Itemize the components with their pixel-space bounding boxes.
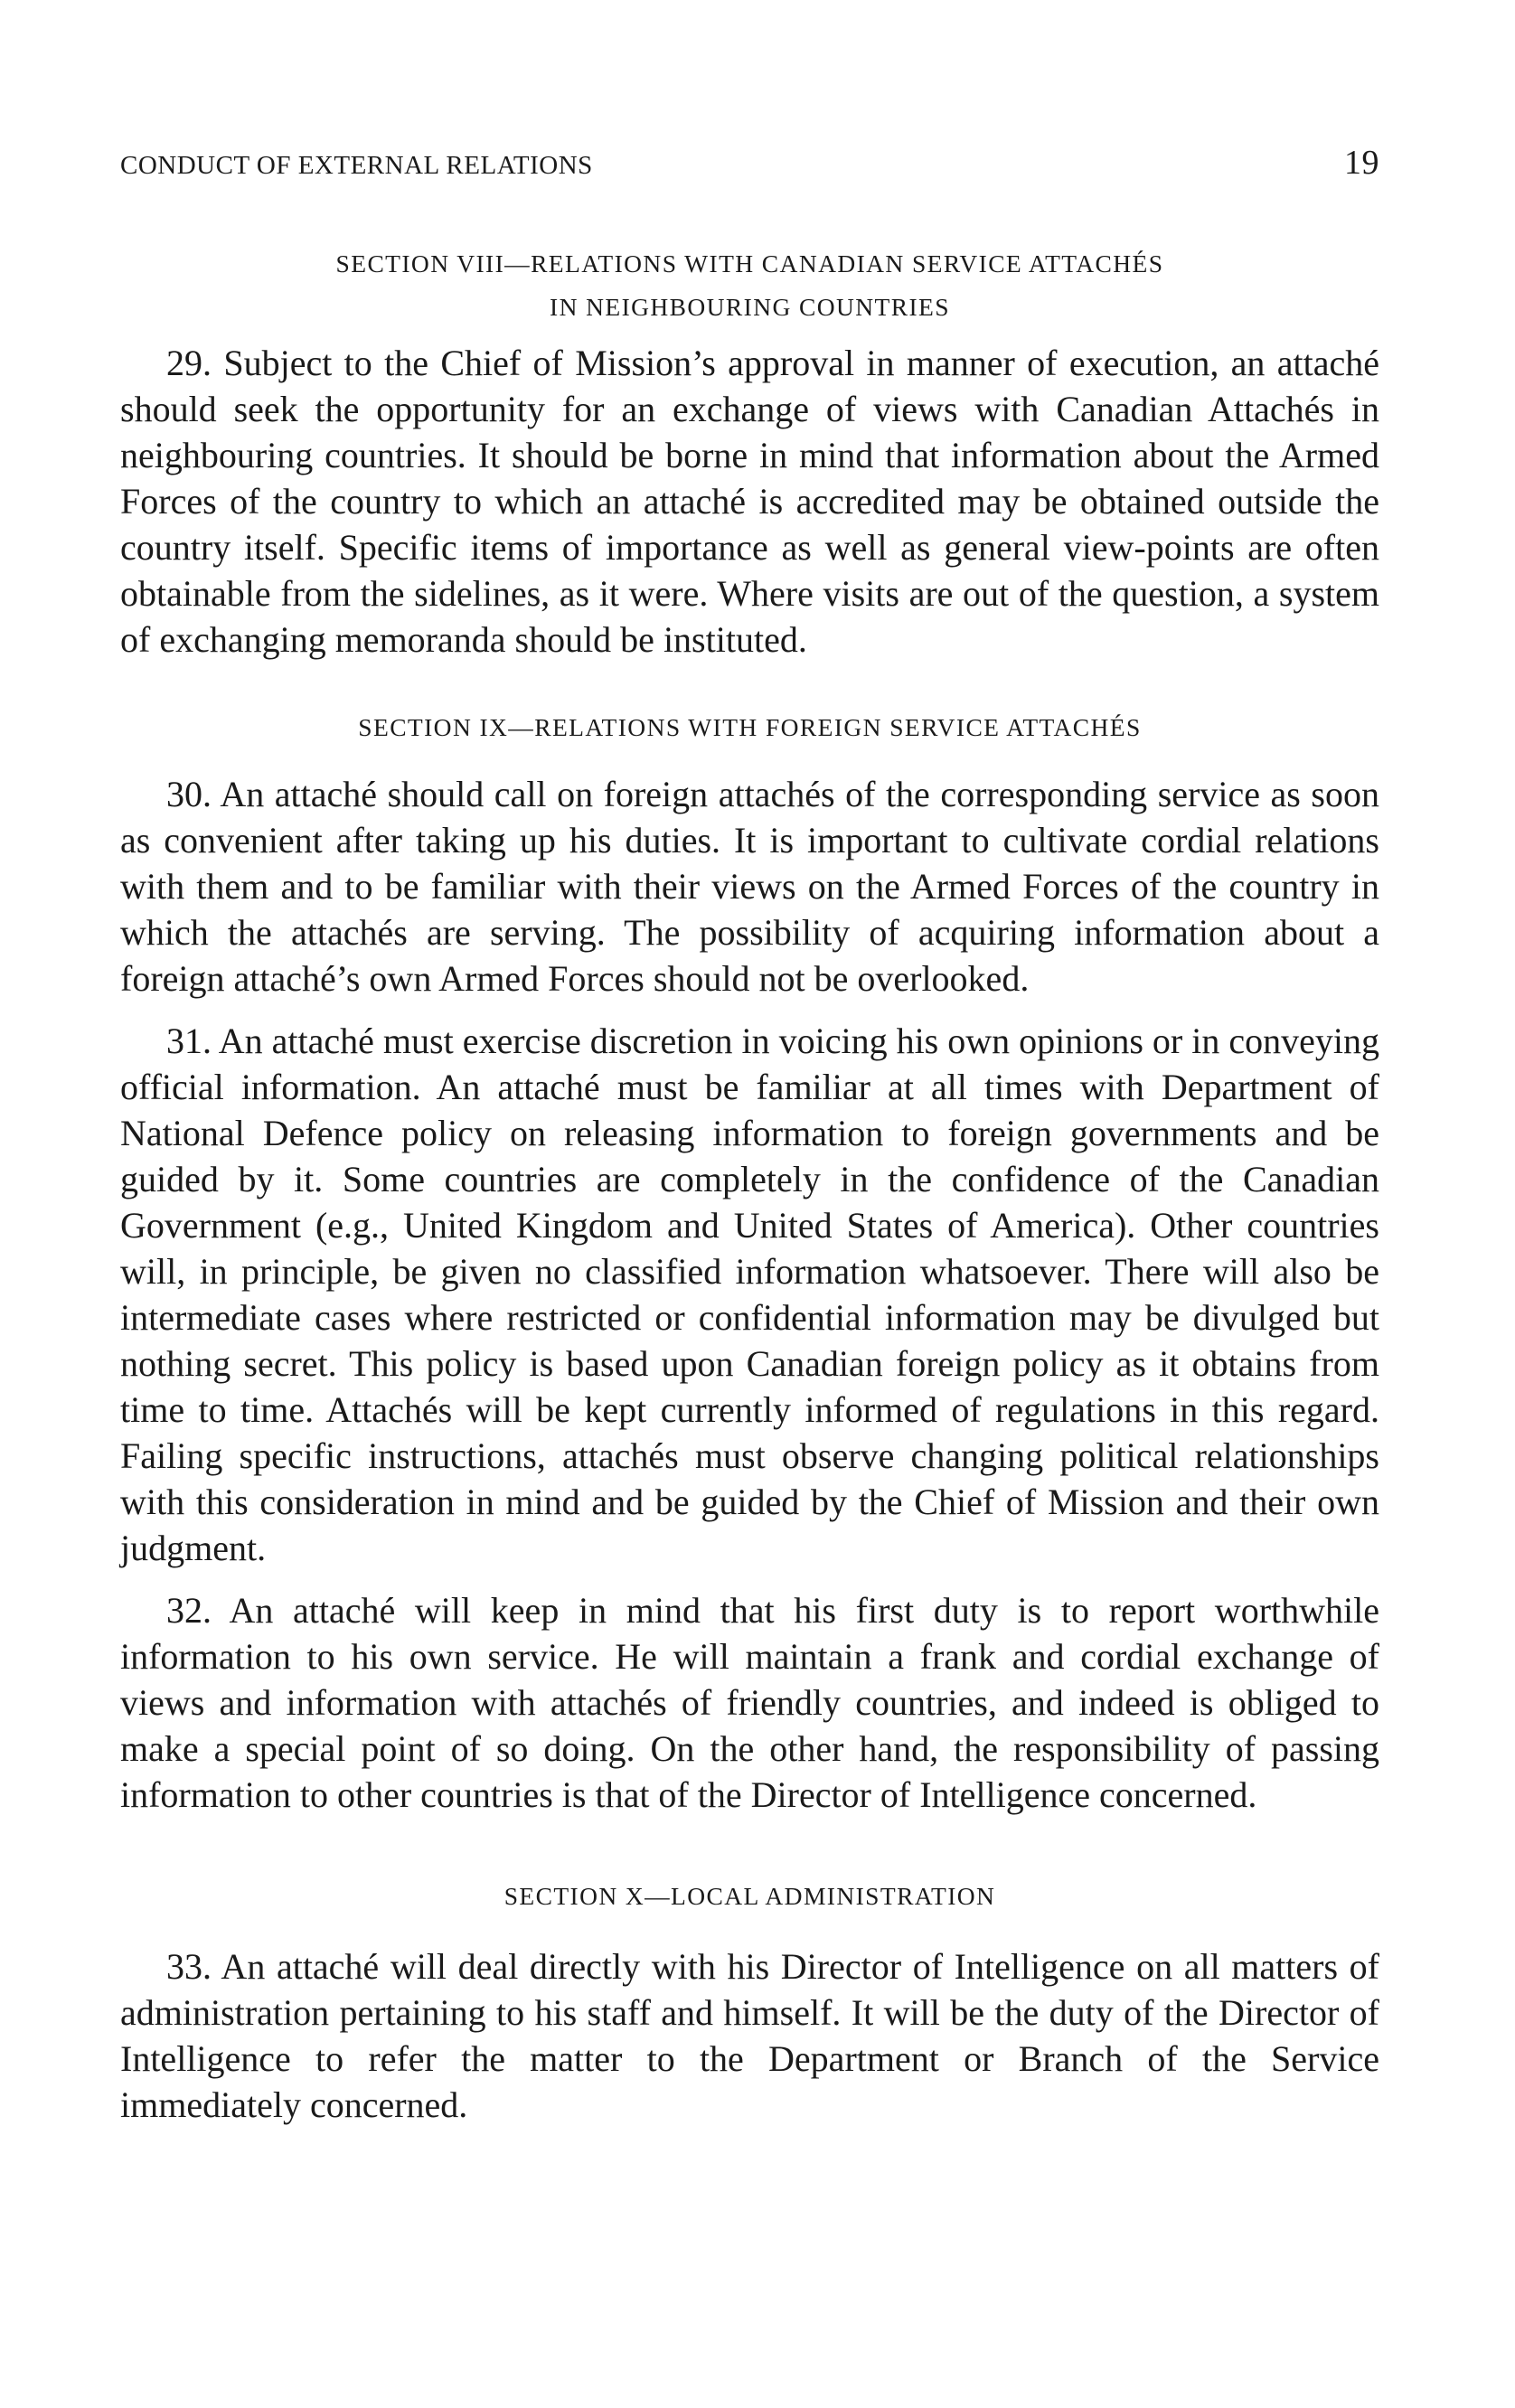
running-header	[120, 143, 1379, 183]
section-heading-line: SECTION X—LOCAL ADMINISTRATION	[503, 1882, 996, 1910]
section-ix-heading	[120, 706, 1379, 749]
paragraph-31: 31. An attaché must exercise discretion in voicing his own opinions or in conveying official information. An attaché must be familiar at all times with Department of National Defence policy on releasing information to foreign governments and be guided by it. Some countries are completely in the confidence of the Canadian Government (e.g., United Kingdom and United States of America). Other countries will, in principle, be given no classified information whatsoever. There will also be intermediate cases where restricted or confidential information may be divulged but nothing secret. This policy is based upon Canadian foreign policy as it obtains from time to time. Attachés will be kept currently informed of regulations in this regard. Failing specific instructions, attachés must observe changing political relationships with this consideration in mind and be guided by the Chief of Mission and their own judgment.	[120, 1021, 1379, 1568]
running-title: CONDUCT OF EXTERNAL RELATIONS	[120, 151, 593, 180]
section-heading-line: SECTION IX—RELATIONS WITH FOREIGN SERVICE ATTACHÉS	[358, 713, 1142, 741]
paragraph-29: 29. Subject to the Chief of Mission’s approval in manner of execution, an attaché should seek the opportunity for an exchange of views with Canadian Attachés in neighbouring countries. It should be borne in mind that information about the Armed Forces of the country to which an attaché is accredited may be obtained outside the country itself. Specific items of importance as well as general view-points are often obtainable from the sidelines, as it were. Where visits are out of the question, a system of exchanging memoranda should be instituted.	[120, 343, 1379, 660]
section-viii-heading	[120, 242, 1379, 329]
section-x-heading	[120, 1875, 1379, 1918]
paragraph-30: 30. An attaché should call on foreign attachés of the corresponding service as soon as convenient after taking up his duties. It is important to cultivate cordial relations with them and to be familiar with their views on the Armed Forces of the country in which the attachés are serving. The possibility of acquiring information about a foreign attaché’s own Armed Forces should not be overlooked.	[120, 774, 1379, 999]
page-number: 19	[1344, 144, 1379, 182]
paragraph-32: 32. An attaché will keep in mind that his first duty is to report worthwhile information to his own service. He will maintain a frank and cordial exchange of views and information with attachés of friendly countries, and indeed is obliged to make a special point of so doing. On the other hand, the responsibility of passing information to other countries is that of the Director of Intelligence concerned.	[120, 1590, 1379, 1815]
paragraph-33: 33. An attaché will deal directly with his Director of Intelligence on all matters of administration pertaining to his staff and himself. It will be the duty of the Director of Intelligence to refer the matter to the Department or Branch of the Service immediately concerned.	[120, 1946, 1379, 2125]
paragraph-spacer	[120, 1571, 1379, 1587]
section-heading-line: SECTION VIII—RELATIONS WITH CANADIAN SERVICE ATTACHÉS	[335, 249, 1164, 277]
paragraph-spacer	[120, 1002, 1379, 1018]
document-page	[120, 143, 1379, 2128]
section-heading-line: IN NEIGHBOURING COUNTRIES	[550, 293, 950, 321]
